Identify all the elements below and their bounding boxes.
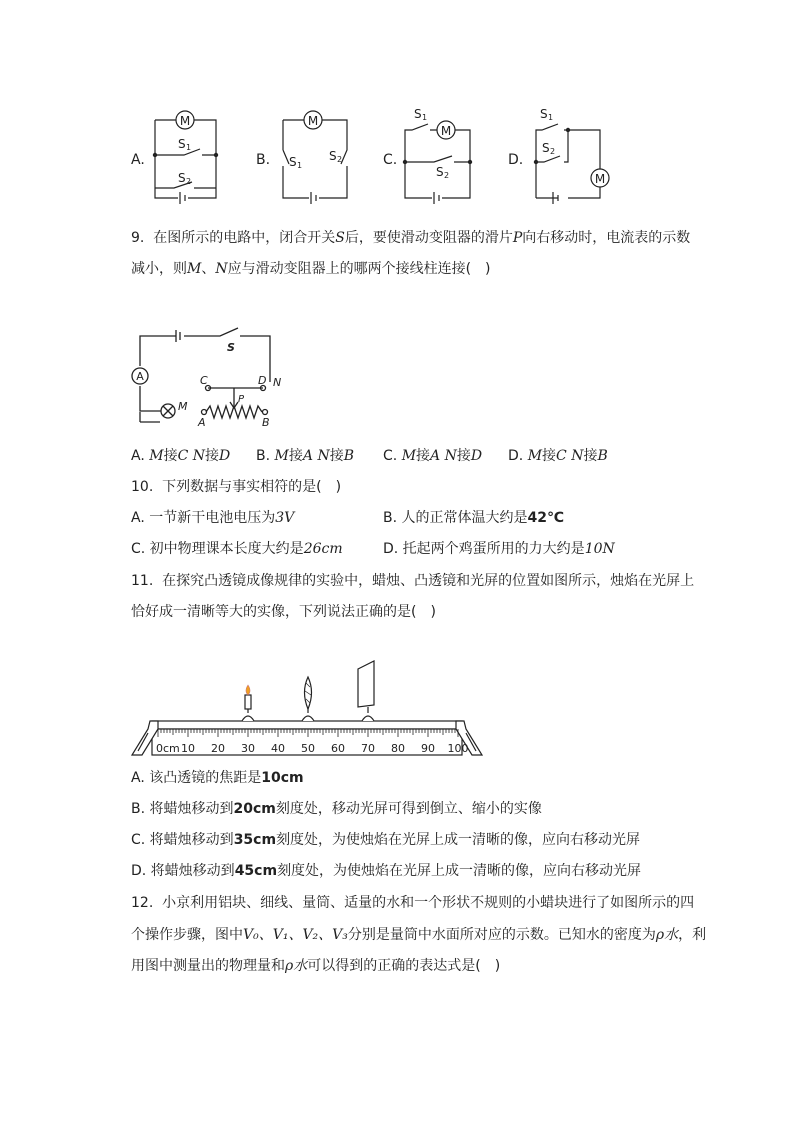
q9-line-1: 9. 在图所示的电路中，闭合开关S后，要使滑动变阻器的滑片P向右移动时，电流表的示数 bbox=[131, 230, 691, 246]
candle-flame bbox=[246, 685, 250, 695]
svg-text:N: N bbox=[273, 376, 282, 389]
svg-text:1: 1 bbox=[422, 113, 428, 122]
q9-line-2: 减小，则M、N应与滑动变阻器上的哪两个接线柱连接( ) bbox=[131, 261, 491, 277]
svg-text:P: P bbox=[238, 394, 245, 405]
q8-option-d-label: D. bbox=[508, 152, 524, 168]
svg-text:M: M bbox=[440, 124, 452, 138]
ruler-label: 60 bbox=[331, 742, 345, 755]
q8-circuit-d bbox=[528, 100, 618, 210]
q11-line-2: 恰好成一清晰等大的实像，下列说法正确的是( ) bbox=[131, 604, 436, 620]
ruler-label: 70 bbox=[361, 742, 375, 755]
q9-option-c: C. M接A N接D bbox=[383, 448, 483, 464]
svg-text:A: A bbox=[136, 370, 144, 383]
svg-text:1: 1 bbox=[186, 143, 192, 152]
q8-option-b-label: B. bbox=[256, 152, 271, 168]
svg-text:M: M bbox=[307, 114, 319, 128]
ruler-label: 20 bbox=[211, 742, 225, 755]
svg-text:2: 2 bbox=[444, 171, 450, 180]
q8-circuit-b bbox=[275, 108, 355, 208]
q8-circuit-c bbox=[398, 100, 478, 210]
q10-option-d: D. 托起两个鸡蛋所用的力大约是10N bbox=[383, 541, 615, 557]
svg-text:S: S bbox=[329, 149, 337, 163]
q11-line-1: 11. 在探究凸透镜成像规律的实验中，蜡烛、凸透镜和光屏的位置如图所示，烛焰在光屏上 bbox=[131, 573, 695, 589]
q9-option-a: A. M接C N接D bbox=[131, 448, 231, 464]
svg-text:2: 2 bbox=[186, 177, 192, 186]
q12-line-3: 用图中测量出的物理量和ρ水可以得到的正确的表达式是( ) bbox=[131, 958, 501, 974]
q10-option-a: A. 一节新干电池电压为3V bbox=[131, 510, 295, 526]
svg-text:C: C bbox=[200, 374, 208, 387]
q11-option-b: B. 将蜡烛移动到20cm刻度处，移动光屏可得到倒立、缩小的实像 bbox=[131, 801, 542, 817]
svg-text:M: M bbox=[594, 172, 606, 186]
svg-text:B: B bbox=[262, 416, 270, 429]
svg-text:2: 2 bbox=[337, 155, 343, 164]
q10-stem: 10. 下列数据与事实相符的是( ) bbox=[131, 479, 342, 495]
q11-option-d: D. 将蜡烛移动到45cm刻度处，为使烛焰在光屏上成一清晰的像，应向右移动光屏 bbox=[131, 863, 642, 879]
svg-text:1: 1 bbox=[297, 161, 303, 170]
svg-text:S: S bbox=[289, 155, 297, 169]
svg-text:S: S bbox=[436, 165, 444, 179]
q9-circuit-figure bbox=[128, 322, 288, 434]
q10-option-b: B. 人的正常体温大约是42℃ bbox=[383, 510, 564, 526]
q9-option-b: B. M接A N接B bbox=[256, 448, 354, 464]
q11-option-a: A. 该凸透镜的焦距是10cm bbox=[131, 770, 304, 786]
ruler-label: 40 bbox=[271, 742, 285, 755]
q12-line-2: 个操作步骤，图中V₀、V₁、V₂、V₃分别是量筒中水面所对应的示数。已知水的密度为ρ水，利 bbox=[131, 927, 707, 943]
svg-text:2: 2 bbox=[550, 147, 556, 156]
ruler-label: 80 bbox=[391, 742, 405, 755]
candle bbox=[245, 695, 251, 709]
svg-text:A: A bbox=[198, 416, 206, 429]
q9-option-d: D. M接C N接B bbox=[508, 448, 608, 464]
bench-holder bbox=[302, 716, 314, 721]
q11-optical-bench-figure bbox=[128, 655, 493, 763]
q10-option-c: C. 初中物理课本长度大约是26cm bbox=[131, 541, 343, 557]
svg-text:M: M bbox=[178, 400, 188, 413]
motor-label: M bbox=[179, 114, 191, 128]
q8-option-a-label: A. bbox=[131, 152, 145, 168]
svg-text:1: 1 bbox=[548, 113, 554, 122]
ruler-label: 90 bbox=[421, 742, 435, 755]
svg-text:S: S bbox=[178, 171, 186, 185]
q8-option-c-label: C. bbox=[383, 152, 398, 168]
ruler-label: 30 bbox=[241, 742, 255, 755]
bench-holder bbox=[362, 716, 374, 721]
svg-text:S: S bbox=[178, 137, 186, 151]
ruler-label: 10 bbox=[181, 742, 195, 755]
q8-circuit-a bbox=[148, 108, 223, 208]
svg-text:S: S bbox=[414, 107, 422, 121]
ruler-label: 100 bbox=[447, 742, 469, 755]
ruler-label: 50 bbox=[301, 742, 315, 755]
bench-holder bbox=[242, 716, 254, 721]
q12-line-1: 12. 小京利用铝块、细线、量筒、适量的水和一个形状不规则的小蜡块进行了如图所示的四 bbox=[131, 895, 695, 911]
svg-text:S: S bbox=[227, 341, 235, 354]
svg-text:S: S bbox=[542, 141, 550, 155]
svg-text:D: D bbox=[258, 374, 267, 387]
svg-text:S: S bbox=[540, 107, 548, 121]
q11-option-c: C. 将蜡烛移动到35cm刻度处，为使烛焰在光屏上成一清晰的像，应向右移动光屏 bbox=[131, 832, 641, 848]
ruler-label: 0cm bbox=[156, 742, 180, 755]
light-screen bbox=[358, 661, 374, 707]
